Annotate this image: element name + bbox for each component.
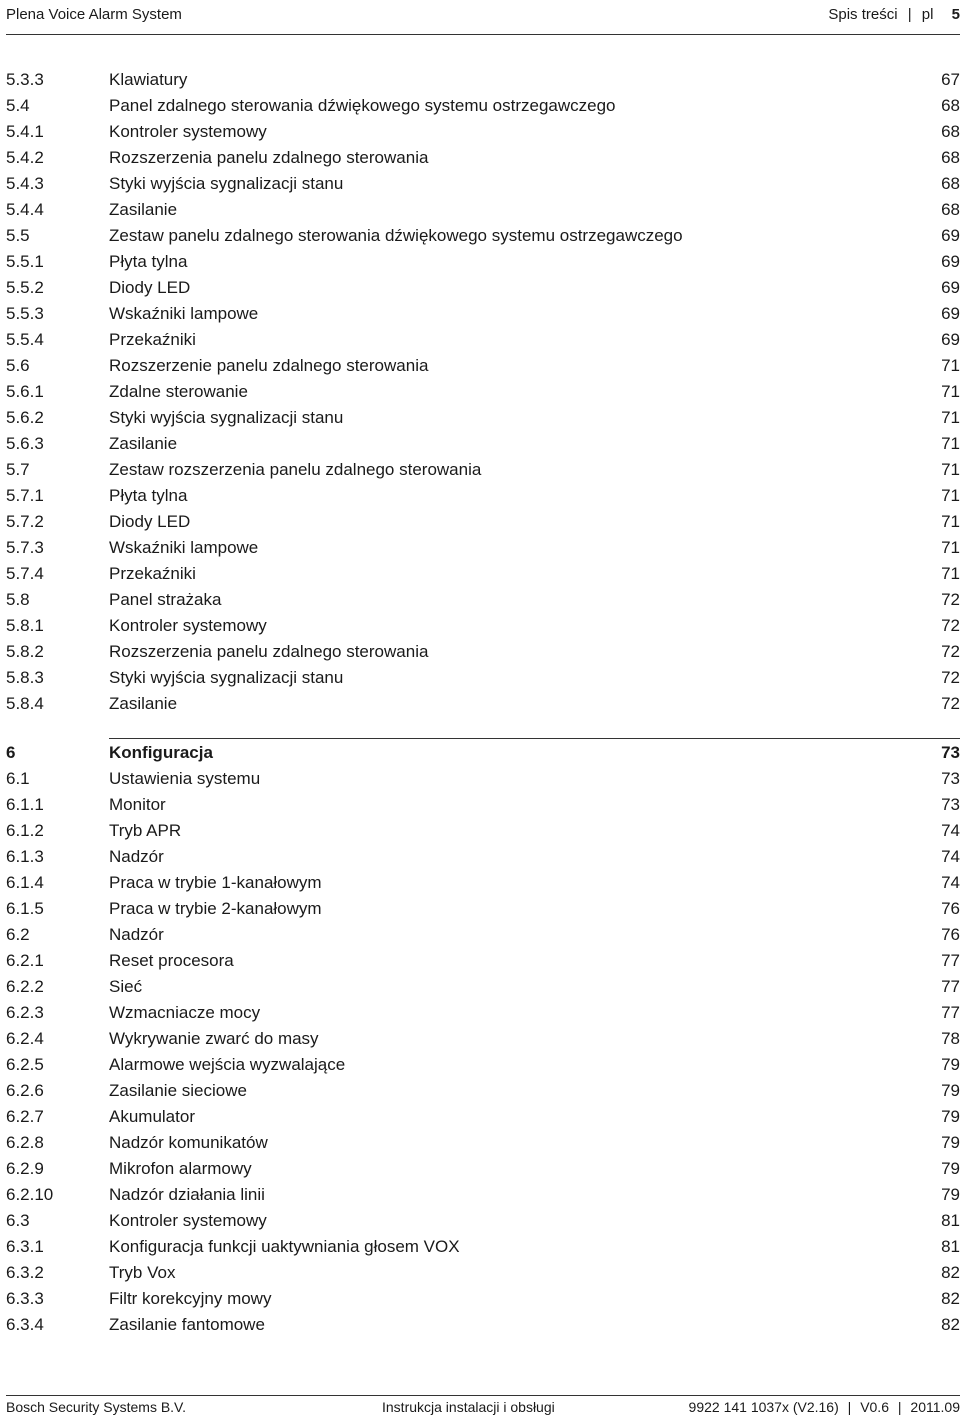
toc-row[interactable] bbox=[6, 974, 960, 1000]
page-number: 5 bbox=[951, 6, 960, 23]
toc-number: 5.7.4 bbox=[6, 564, 44, 583]
toc-row[interactable] bbox=[6, 67, 960, 93]
toc-page: 69 bbox=[941, 304, 960, 323]
toc-page: 78 bbox=[941, 1029, 960, 1048]
toc-row[interactable] bbox=[6, 844, 960, 870]
toc-number: 6.1.1 bbox=[6, 795, 44, 814]
toc-number: 5.4 bbox=[6, 96, 30, 115]
toc-page: 68 bbox=[941, 122, 960, 141]
toc-number: 5.8 bbox=[6, 590, 30, 609]
toc-number: 6.2.4 bbox=[6, 1029, 44, 1048]
toc-page: 71 bbox=[941, 460, 960, 479]
page-footer bbox=[6, 1395, 960, 1419]
toc-row[interactable] bbox=[6, 922, 960, 948]
toc-number: 6.2.10 bbox=[6, 1185, 54, 1204]
toc-title: Zestaw rozszerzenia panelu zdalnego sterowania bbox=[109, 460, 482, 479]
toc-number: 5.5 bbox=[6, 226, 30, 245]
toc-title: Styki wyjścia sygnalizacji stanu bbox=[109, 668, 344, 687]
toc-title: Tryb APR bbox=[109, 821, 182, 840]
toc-group-chapter-5 bbox=[6, 67, 960, 717]
toc-page: 76 bbox=[941, 925, 960, 944]
toc-row[interactable] bbox=[6, 1026, 960, 1052]
toc-title: Zasilanie sieciowe bbox=[109, 1081, 247, 1100]
toc-page: 71 bbox=[941, 408, 960, 427]
toc-row[interactable] bbox=[6, 457, 960, 483]
toc-page: 82 bbox=[941, 1289, 960, 1308]
toc-number: 5.8.4 bbox=[6, 694, 44, 713]
toc-number: 6.1.3 bbox=[6, 847, 44, 866]
toc-number: 6.2.7 bbox=[6, 1107, 44, 1126]
doc-number: 9922 141 1037x (V2.16) bbox=[688, 1399, 839, 1415]
toc-title: Przekaźniki bbox=[109, 564, 196, 583]
toc-row[interactable] bbox=[6, 896, 960, 922]
toc-row[interactable] bbox=[6, 379, 960, 405]
toc-number: 6.3.4 bbox=[6, 1315, 44, 1334]
toc-row[interactable] bbox=[6, 509, 960, 535]
toc-number: 6.1.2 bbox=[6, 821, 44, 840]
toc-row[interactable] bbox=[6, 1130, 960, 1156]
doc-version: V0.6 bbox=[860, 1399, 889, 1415]
toc-row[interactable] bbox=[6, 223, 960, 249]
toc-number: 6.1.5 bbox=[6, 899, 44, 918]
toc-row[interactable] bbox=[6, 145, 960, 171]
toc-row[interactable] bbox=[6, 665, 960, 691]
toc-title: Konfiguracja funkcji uaktywniania głosem VOX bbox=[109, 1237, 460, 1256]
toc-title: Wskaźniki lampowe bbox=[109, 538, 259, 557]
toc-number: 5.6.3 bbox=[6, 434, 44, 453]
toc-row[interactable] bbox=[6, 535, 960, 561]
toc-page: 69 bbox=[941, 252, 960, 271]
toc-row[interactable] bbox=[6, 818, 960, 844]
toc-chapter-row[interactable] bbox=[6, 740, 960, 766]
toc-row[interactable] bbox=[6, 1260, 960, 1286]
toc-page: 72 bbox=[941, 694, 960, 713]
table-of-contents bbox=[6, 67, 960, 1338]
toc-title: Konfiguracja bbox=[109, 743, 213, 762]
doc-date: 2011.09 bbox=[910, 1399, 960, 1415]
toc-title: Wykrywanie zwarć do masy bbox=[109, 1029, 319, 1048]
toc-title: Zasilanie fantomowe bbox=[109, 1315, 265, 1334]
toc-title: Reset procesora bbox=[109, 951, 234, 970]
toc-title: Płyta tylna bbox=[109, 252, 188, 271]
toc-page: 77 bbox=[941, 1003, 960, 1022]
toc-number: 6.2.5 bbox=[6, 1055, 44, 1074]
header-separator: | bbox=[907, 6, 912, 23]
toc-number: 6.2.8 bbox=[6, 1133, 44, 1152]
toc-title: Sieć bbox=[109, 977, 143, 996]
toc-row[interactable] bbox=[6, 948, 960, 974]
toc-page: 77 bbox=[941, 977, 960, 996]
footer-manual-title: Instrukcja instalacji i obsługi bbox=[382, 1399, 555, 1415]
toc-row[interactable] bbox=[6, 171, 960, 197]
toc-page: 81 bbox=[941, 1237, 960, 1256]
toc-row[interactable] bbox=[6, 587, 960, 613]
toc-title: Nadzór działania linii bbox=[109, 1185, 265, 1204]
toc-number: 5.7.3 bbox=[6, 538, 44, 557]
toc-row[interactable] bbox=[6, 1156, 960, 1182]
toc-number: 6.2.1 bbox=[6, 951, 44, 970]
toc-title: Monitor bbox=[109, 795, 166, 814]
toc-number: 6 bbox=[6, 743, 16, 762]
toc-title: Rozszerzenie panelu zdalnego sterowania bbox=[109, 356, 429, 375]
toc-number: 6.2.9 bbox=[6, 1159, 44, 1178]
toc-page: 81 bbox=[941, 1211, 960, 1230]
toc-number: 6.2.6 bbox=[6, 1081, 44, 1100]
footer-doc-id bbox=[689, 1396, 960, 1418]
toc-title: Ustawienia systemu bbox=[109, 769, 261, 788]
toc-title: Wzmacniacze mocy bbox=[109, 1003, 261, 1022]
toc-title: Nadzór bbox=[109, 925, 164, 944]
toc-page: 74 bbox=[941, 873, 960, 892]
toc-number: 6.3.1 bbox=[6, 1237, 44, 1256]
toc-number: 5.6 bbox=[6, 356, 30, 375]
toc-row[interactable] bbox=[6, 1182, 960, 1208]
toc-number: 6.1.4 bbox=[6, 873, 44, 892]
toc-row[interactable] bbox=[6, 792, 960, 818]
toc-number: 5.5.2 bbox=[6, 278, 44, 297]
toc-number: 6.3 bbox=[6, 1211, 30, 1230]
toc-number: 5.6.2 bbox=[6, 408, 44, 427]
toc-page: 69 bbox=[941, 330, 960, 349]
toc-number: 5.7.1 bbox=[6, 486, 44, 505]
toc-title: Panel zdalnego sterowania dźwiękowego systemu ostrzegawczego bbox=[109, 96, 616, 115]
page-header bbox=[6, 0, 960, 35]
toc-page: 79 bbox=[941, 1185, 960, 1204]
toc-title: Kontroler systemowy bbox=[109, 122, 267, 141]
toc-row[interactable] bbox=[6, 613, 960, 639]
language-code: pl bbox=[921, 6, 934, 23]
toc-page: 68 bbox=[941, 174, 960, 193]
toc-page: 82 bbox=[941, 1263, 960, 1282]
toc-title: Filtr korekcyjny mowy bbox=[109, 1289, 272, 1308]
toc-number: 5.3.3 bbox=[6, 70, 44, 89]
toc-page: 67 bbox=[941, 70, 960, 89]
section-name: Spis treści bbox=[828, 6, 898, 23]
toc-page: 74 bbox=[941, 847, 960, 866]
toc-row[interactable] bbox=[6, 301, 960, 327]
toc-row[interactable] bbox=[6, 1104, 960, 1130]
toc-row[interactable] bbox=[6, 197, 960, 223]
toc-row[interactable] bbox=[6, 1312, 960, 1338]
toc-page: 79 bbox=[941, 1055, 960, 1074]
toc-title: Panel strażaka bbox=[109, 590, 222, 609]
toc-row[interactable] bbox=[6, 1208, 960, 1234]
footer-separator: | bbox=[897, 1399, 902, 1415]
toc-row[interactable] bbox=[6, 431, 960, 457]
toc-page: 71 bbox=[941, 512, 960, 531]
toc-row[interactable] bbox=[6, 249, 960, 275]
toc-number: 6.2.2 bbox=[6, 977, 44, 996]
toc-number: 6.1 bbox=[6, 769, 30, 788]
toc-title: Nadzór bbox=[109, 847, 164, 866]
toc-number: 5.4.4 bbox=[6, 200, 44, 219]
toc-row[interactable] bbox=[6, 870, 960, 896]
toc-page: 77 bbox=[941, 951, 960, 970]
toc-title: Diody LED bbox=[109, 278, 191, 297]
toc-row[interactable] bbox=[6, 1052, 960, 1078]
toc-row[interactable] bbox=[6, 691, 960, 717]
toc-page: 82 bbox=[941, 1315, 960, 1334]
toc-number: 5.4.2 bbox=[6, 148, 44, 167]
document-title: Plena Voice Alarm System bbox=[6, 6, 182, 23]
toc-row[interactable] bbox=[6, 766, 960, 792]
toc-row[interactable] bbox=[6, 327, 960, 353]
toc-number: 5.7.2 bbox=[6, 512, 44, 531]
toc-page: 73 bbox=[941, 795, 960, 814]
toc-page: 71 bbox=[941, 356, 960, 375]
toc-number: 6.3.2 bbox=[6, 1263, 44, 1282]
toc-row[interactable] bbox=[6, 561, 960, 587]
toc-page: 73 bbox=[941, 743, 960, 762]
toc-page: 79 bbox=[941, 1107, 960, 1126]
toc-title: Płyta tylna bbox=[109, 486, 188, 505]
toc-row[interactable] bbox=[6, 1000, 960, 1026]
toc-title: Klawiatury bbox=[109, 70, 188, 89]
toc-title: Przekaźniki bbox=[109, 330, 196, 349]
toc-title: Zasilanie bbox=[109, 200, 178, 219]
toc-number: 5.8.3 bbox=[6, 668, 44, 687]
toc-title: Kontroler systemowy bbox=[109, 1211, 267, 1230]
toc-number: 6.2.3 bbox=[6, 1003, 44, 1022]
toc-title: Zdalne sterowanie bbox=[109, 382, 248, 401]
footer-company: Bosch Security Systems B.V. bbox=[6, 1399, 186, 1415]
toc-page: 72 bbox=[941, 616, 960, 635]
toc-number: 5.8.2 bbox=[6, 642, 44, 661]
toc-page: 71 bbox=[941, 486, 960, 505]
toc-page: 72 bbox=[941, 642, 960, 661]
toc-number: 5.5.1 bbox=[6, 252, 44, 271]
toc-title: Tryb Vox bbox=[109, 1263, 176, 1282]
toc-page: 79 bbox=[941, 1133, 960, 1152]
toc-page: 71 bbox=[941, 564, 960, 583]
toc-row[interactable] bbox=[6, 1078, 960, 1104]
toc-page: 74 bbox=[941, 821, 960, 840]
toc-title: Wskaźniki lampowe bbox=[109, 304, 259, 323]
toc-number: 5.8.1 bbox=[6, 616, 44, 635]
toc-title: Akumulator bbox=[109, 1107, 195, 1126]
toc-page: 76 bbox=[941, 899, 960, 918]
toc-group-chapter-6 bbox=[6, 766, 960, 1338]
toc-title: Rozszerzenia panelu zdalnego sterowania bbox=[109, 642, 429, 661]
toc-page: 71 bbox=[941, 538, 960, 557]
toc-title: Zasilanie bbox=[109, 694, 178, 713]
toc-page: 68 bbox=[941, 96, 960, 115]
toc-number: 6.3.3 bbox=[6, 1289, 44, 1308]
toc-row[interactable] bbox=[6, 405, 960, 431]
header-right bbox=[828, 0, 960, 30]
toc-title: Diody LED bbox=[109, 512, 191, 531]
toc-number: 5.4.1 bbox=[6, 122, 44, 141]
toc-title: Praca w trybie 2-kanałowym bbox=[109, 899, 322, 918]
toc-row[interactable] bbox=[6, 1286, 960, 1312]
toc-page: 72 bbox=[941, 668, 960, 687]
toc-page: 68 bbox=[941, 200, 960, 219]
toc-number: 6.2 bbox=[6, 925, 30, 944]
toc-row[interactable] bbox=[6, 353, 960, 379]
toc-page: 71 bbox=[941, 434, 960, 453]
toc-title: Praca w trybie 1-kanałowym bbox=[109, 873, 322, 892]
toc-row[interactable] bbox=[6, 93, 960, 119]
toc-page: 73 bbox=[941, 769, 960, 788]
toc-page: 71 bbox=[941, 382, 960, 401]
toc-row[interactable] bbox=[6, 639, 960, 665]
footer-separator: | bbox=[847, 1399, 852, 1415]
toc-number: 5.6.1 bbox=[6, 382, 44, 401]
toc-page: 79 bbox=[941, 1081, 960, 1100]
toc-row[interactable] bbox=[6, 483, 960, 509]
toc-number: 5.4.3 bbox=[6, 174, 44, 193]
toc-title: Zestaw panelu zdalnego sterowania dźwiękowego systemu ostrzegawczego bbox=[109, 226, 683, 245]
toc-row[interactable] bbox=[6, 119, 960, 145]
toc-title: Nadzór komunikatów bbox=[109, 1133, 268, 1152]
toc-page: 72 bbox=[941, 590, 960, 609]
toc-number: 5.7 bbox=[6, 460, 30, 479]
toc-title: Alarmowe wejścia wyzwalające bbox=[109, 1055, 346, 1074]
toc-number: 5.5.3 bbox=[6, 304, 44, 323]
toc-row[interactable] bbox=[6, 1234, 960, 1260]
toc-number: 5.5.4 bbox=[6, 330, 44, 349]
toc-page: 68 bbox=[941, 148, 960, 167]
toc-title: Styki wyjścia sygnalizacji stanu bbox=[109, 174, 344, 193]
toc-title: Zasilanie bbox=[109, 434, 178, 453]
toc-title: Styki wyjścia sygnalizacji stanu bbox=[109, 408, 344, 427]
toc-page: 69 bbox=[941, 278, 960, 297]
toc-page: 69 bbox=[941, 226, 960, 245]
toc-title: Rozszerzenia panelu zdalnego sterowania bbox=[109, 148, 429, 167]
toc-page: 79 bbox=[941, 1159, 960, 1178]
toc-row[interactable] bbox=[6, 275, 960, 301]
toc-title: Kontroler systemowy bbox=[109, 616, 267, 635]
toc-title: Mikrofon alarmowy bbox=[109, 1159, 252, 1178]
